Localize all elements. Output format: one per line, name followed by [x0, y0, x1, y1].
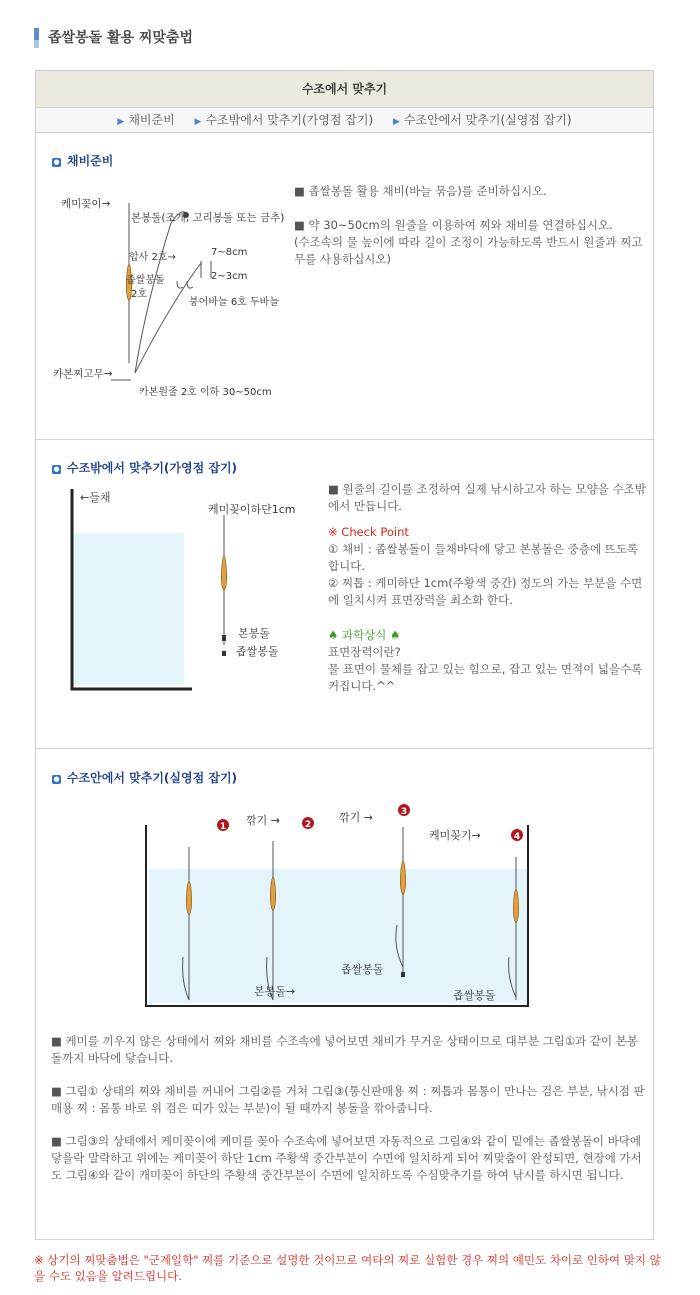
inside-diagram — [141, 797, 561, 1012]
arrow-icon: ▶ — [117, 117, 125, 127]
rig-diagram — [51, 183, 311, 413]
label-line: 카본원줄 2호 이하 30~50cm — [139, 387, 272, 398]
section-inside — [36, 749, 653, 1239]
label-rubber: 카본찌고무→ — [53, 368, 113, 380]
outside-text-1: ■ 원줄의 길이를 조정하여 실제 낚시하고자 하는 모양을 수조밖에서 만듭니다. — [328, 482, 646, 513]
section-title — [52, 459, 237, 476]
label-main-sinker: 본봉돌(조개, 고리봉돌 또는 금추) — [131, 212, 285, 224]
section-title — [52, 769, 237, 786]
inside-text-2: ■ 그림① 상태의 찌와 채비를 꺼내어 그림②를 거쳐 그림③(통신판매용 찌 : 찌톱과 몸통이 만나는 검은 부분, 낚시점 판매용 찌 : 몸통 바로 위 검은 띠가 있는 부분)이 될 때까지 봉돌을 깎아줍니다. — [51, 1084, 645, 1115]
inside-text-1: ■ 케미를 끼우지 않은 상태에서 찌와 채비를 수조속에 넣어보면 채비가 무거운 상태이므로 대부분 그림①과 같이 본봉돌까지 바닥에 닿습니다. — [51, 1034, 639, 1065]
label-chemi: 케미꽂이→ — [61, 198, 111, 210]
check-point-1: ① 채비 : 좁쌀봉돌이 들채바닥에 닿고 본봉돌은 중층에 뜨도록 합니다. — [328, 542, 639, 573]
label-hapsa: 합사 2호→ — [129, 252, 176, 263]
label-hook: 붕어바늘 6호 두바늘 — [189, 297, 279, 308]
nav-label: 수조안에서 맞추기(실영점 잡기) — [403, 113, 572, 127]
footnote: ※ 상기의 찌맞춤법은 "군계일학" 찌를 기준으로 설명한 것이므로 여타의 찌로 실험한 경우 찌의 예민도 차이로 인하여 맞지 않을 수도 있음을 알려드립니다. — [34, 1253, 661, 1283]
content-frame — [35, 70, 654, 1240]
label-main-sinker: 본봉돌 — [238, 627, 270, 640]
arrow-icon: ▶ — [392, 117, 400, 127]
bullet-icon: ● — [53, 158, 60, 166]
label-cut-1: 깎기 → — [246, 814, 280, 827]
label-net: ←들채 — [80, 491, 111, 504]
bullet-icon: ● — [53, 465, 60, 473]
section-prep — [36, 133, 653, 440]
page-title: 좁쌀봉돌 활용 찌맞춤법 — [34, 28, 193, 48]
science-answer: 물 표면이 물체를 잡고 있는 힘으로, 잡고 있는 면적이 넓을수록 커집니다.^^ — [328, 662, 643, 693]
label-jopssal: 좁쌀봉돌 — [126, 275, 165, 286]
section-title-text: 수조밖에서 맞추기(가영점 잡기) — [67, 461, 238, 475]
prep-text-2: ■ 약 30~50cm의 원줄을 이용하여 찌와 채비를 연결하십시오. — [294, 218, 613, 232]
nav-label: 채비준비 — [128, 113, 175, 127]
nav-link-outside[interactable] — [195, 113, 374, 127]
section-title-text: 수조안에서 맞추기(실영점 잡기) — [67, 771, 238, 785]
label-length-2: 2~3cm — [211, 271, 248, 282]
label-jopssal-size: 2호 — [131, 289, 148, 300]
section-title-text: 채비준비 — [67, 154, 114, 168]
label-chemi-bottom: 케미꽂이하단1cm — [208, 503, 296, 516]
step-number: 4 — [513, 832, 521, 842]
nav-label: 수조밖에서 맞추기(가영점 잡기) — [205, 113, 374, 127]
prep-text-3: (수조속의 물 높이에 따라 길이 조정이 가능하도록 반드시 원줄과 찌고무를 사용하십시오) — [294, 235, 643, 266]
science-question: 표면장력이란? — [328, 645, 401, 659]
check-point-title: ※ Check Point — [328, 525, 409, 539]
section-nav — [36, 108, 653, 133]
label-cut-2: 깎기 → — [339, 811, 373, 824]
section-title — [52, 152, 113, 169]
arrow-icon: ▶ — [194, 117, 202, 127]
step-number: 3 — [400, 807, 408, 817]
step-number: 2 — [304, 820, 312, 830]
label-chemi-insert: 케미꽂기→ — [429, 829, 481, 842]
label-main-sinker: 본봉돌→ — [254, 985, 296, 998]
label-jopssal-2: 좁쌀봉돌 — [453, 989, 496, 1002]
outside-diagram — [66, 485, 326, 705]
label-jopssal-1: 좁쌀봉돌 — [341, 963, 384, 976]
step-number: 1 — [219, 822, 227, 832]
section-header: 수조에서 맞추기 — [36, 71, 653, 108]
section-outside — [36, 440, 653, 749]
science-title: ♠ 과학상식 ♠ — [328, 628, 401, 642]
nav-link-inside[interactable] — [393, 113, 572, 127]
label-length-1: 7~8cm — [211, 247, 248, 258]
check-point-2: ② 찌톱 : 케미하단 1cm(주황색 중간) 정도의 가는 부분을 수면에 일치시켜 표면장력을 최소화 한다. — [328, 576, 643, 607]
bullet-icon: ● — [53, 775, 60, 783]
nav-link-prep[interactable] — [117, 113, 174, 127]
inside-text-3: ■ 그림③의 상태에서 케미꽂이에 케미를 꽂아 수조속에 넣어보면 자동적으로 그림④와 같이 밑에는 좁쌀봉돌이 바닥에 닿을락 말락하고 위에는 케미꽂이 하단 1cm 주황색 중간부분이 수면에 일치하게 되어 찌맞춤이 완성되면, 현장에 가서도 그림④와 같이 캐미꽂이 하단의 주황색 중간부분이 수면에 일치하도록 수심맞추기를 하여 낚시를 하시면 됩니다. — [51, 1134, 642, 1182]
label-jopssal: 좁쌀봉돌 — [236, 645, 279, 658]
prep-text-1: ■ 좁쌀봉돌 활용 채비(바늘 묶음)를 준비하십시오. — [294, 184, 547, 198]
